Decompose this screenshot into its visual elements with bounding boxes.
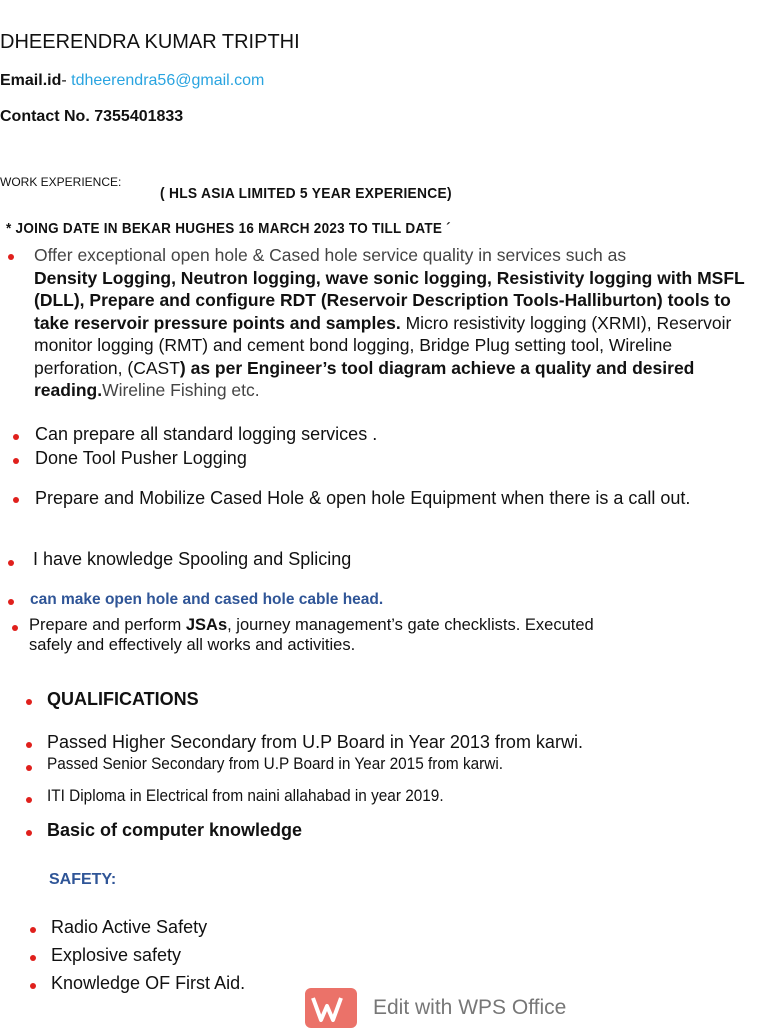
list-item: Prepare and Mobilize Cased Hole & open hole Equipment when there is a call out. bbox=[35, 488, 691, 508]
services-bold-1: Density Logging, Neutron logging, wave sonic logging, Resistivity logging with MSFL (DLL), Prepare and configure RDT (Reservoir Description Tools-Halliburton) tools to take reservoir pressure points and samples. bbox=[34, 267, 745, 333]
knowledge-and: and bbox=[248, 549, 289, 569]
jsa-post: , journey management’s gate checklists. Executed bbox=[227, 616, 594, 634]
qualification-item: Basic of computer knowledge bbox=[47, 820, 303, 840]
wps-watermark[interactable] bbox=[305, 988, 566, 1028]
list-item-services bbox=[34, 244, 754, 402]
list-item: Can prepare all standard logging services . bbox=[35, 424, 378, 444]
bullet-icon bbox=[30, 955, 36, 961]
bullet-icon bbox=[12, 625, 18, 631]
bullet-icon bbox=[8, 599, 14, 605]
services-normal-1: Micro resistivity logging (XRMI), Reservoir monitor logging (RMT) and cement bond logging, Bridge Plug setting tool, Wireline perforation, (CAST bbox=[34, 312, 732, 378]
knowledge-prefix: I have knowledge bbox=[33, 549, 179, 569]
qualification-item: Passed Higher Secondary from U.P Board in Year 2013 from karwi. bbox=[47, 732, 583, 752]
candidate-name: DHEERENDRA KUMAR TRIPTHI bbox=[0, 31, 300, 53]
knowledge-spooling: Spooling bbox=[178, 549, 249, 569]
list-item-jsa bbox=[29, 616, 594, 635]
bullet-icon bbox=[26, 699, 32, 705]
services-normal-2: Wireline Fishing etc. bbox=[102, 380, 260, 400]
safety-item: Explosive safety bbox=[51, 945, 182, 965]
bullet-icon bbox=[26, 830, 32, 836]
bullet-icon bbox=[13, 458, 19, 464]
bullet-icon bbox=[26, 797, 32, 803]
services-bold-2: ) as per Engineer’s tool diagram achieve a quality and desired reading. bbox=[34, 357, 695, 400]
jsa-line-2: safely and effectively all works and activities. bbox=[29, 636, 356, 654]
bullet-icon bbox=[8, 560, 14, 566]
bullet-icon bbox=[30, 927, 36, 933]
work-experience-heading: WORK EXPERIENCE: bbox=[0, 175, 122, 189]
safety-item: Radio Active Safety bbox=[51, 917, 208, 937]
email-separator: - bbox=[61, 72, 72, 89]
bullet-icon bbox=[26, 742, 32, 748]
bullet-icon bbox=[26, 765, 32, 771]
email-link[interactable]: tdheerendra56@gmail.com bbox=[71, 72, 265, 89]
wps-edit-text: Edit with WPS Office bbox=[373, 996, 567, 1019]
safety-heading: SAFETY: bbox=[49, 871, 117, 888]
list-item: Done Tool Pusher Logging bbox=[35, 448, 247, 468]
contact-number: Contact No. 7355401833 bbox=[0, 108, 184, 125]
wps-logo-icon bbox=[305, 988, 357, 1028]
knowledge-splicing: Splicing bbox=[288, 549, 352, 569]
qualification-item: Passed Senior Secondary from U.P Board in Year 2015 from karwi. bbox=[47, 755, 504, 773]
bullet-icon bbox=[13, 497, 19, 503]
services-intro: Offer exceptional open hole & Cased hole service quality in services such as bbox=[34, 245, 627, 265]
qualification-item: ITI Diploma in Electrical from naini allahabad in year 2019. bbox=[47, 787, 444, 805]
bullet-icon bbox=[30, 983, 36, 989]
joining-date: * JOING DATE IN BEKAR HUGHES 16 MARCH 2023 TO TILL DATE ´ bbox=[6, 220, 451, 237]
email-label: Email.id bbox=[0, 72, 62, 89]
company-experience: ( HLS ASIA LIMITED 5 YEAR EXPERIENCE) bbox=[160, 185, 452, 202]
bullet-icon bbox=[8, 254, 14, 260]
safety-item: Knowledge OF First Aid. bbox=[51, 973, 246, 993]
list-item-knowledge bbox=[33, 549, 351, 570]
qualifications-heading: QUALIFICATIONS bbox=[47, 689, 199, 709]
bullet-icon bbox=[13, 434, 19, 440]
jsa-bold: JSAs bbox=[185, 616, 228, 634]
list-item-cable-head: can make open hole and cased hole cable head. bbox=[30, 591, 384, 608]
jsa-prefix: Prepare and perform bbox=[29, 616, 186, 634]
email-line bbox=[0, 72, 264, 90]
